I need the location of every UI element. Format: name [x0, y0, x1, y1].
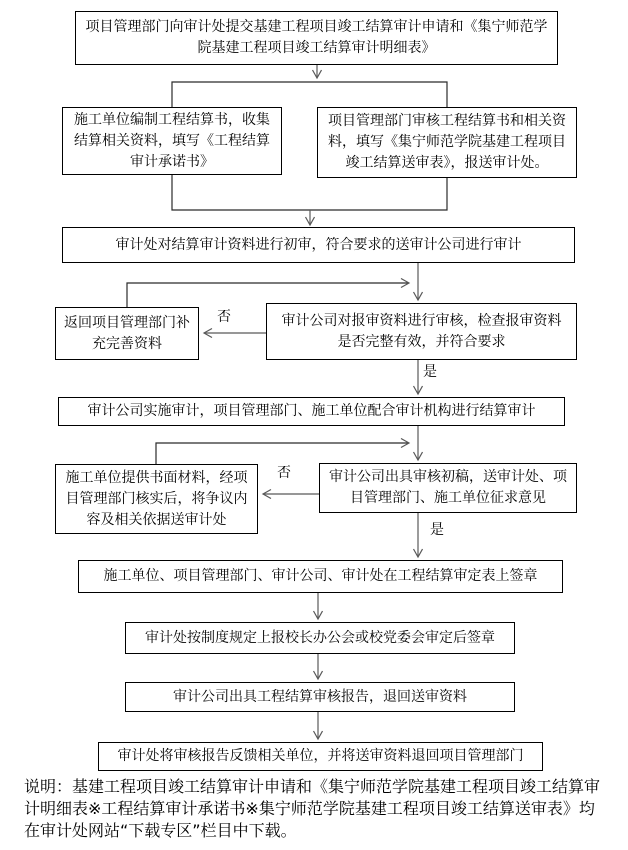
flow-step-firm-implement: 审计公司实施审计，项目管理部门、施工单位配合审计机构进行结算审计	[58, 397, 565, 426]
decision-label-yes-2: 是	[430, 522, 444, 538]
flow-step-firm-final-report: 审计公司出具工程结算审核报告，退回送审资料	[125, 682, 515, 712]
feedback-loop-2	[156, 443, 409, 464]
decision-label-no-1: 否	[217, 309, 231, 325]
flow-step-audit-office-initial: 审计处对结算审计资料进行初审，符合要求的送审计公司进行审计	[62, 227, 575, 263]
flow-step-feedback-return: 审计处将审核报告反馈相关单位，并将送审资料退回项目管理部门	[98, 742, 543, 771]
flow-step-firm-check-materials: 审计公司对报审资料进行审核，检查报审资料是否完整有效，并符合要求	[266, 303, 577, 360]
split-bar-top	[172, 82, 447, 107]
flow-step-contractor-dispute: 施工单位提供书面材料，经项目管理部门核实后，将争议内容及相关依据送审计处	[55, 464, 258, 534]
flow-step-president-approval: 审计处按制度规定上报校长办公会或校党委会审定后签章	[125, 622, 515, 654]
decision-label-yes-1: 是	[423, 364, 437, 380]
flow-step-submit-application: 项目管理部门向审计处提交基建工程项目竣工结算审计申请和《集宁师范学院基建工程项目竣工结算审计明细表》	[75, 11, 558, 65]
merge-bar	[172, 175, 447, 210]
flow-step-firm-draft: 审计公司出具审核初稿，送审计处、项目管理部门、施工单位征求意见	[319, 463, 577, 513]
flow-step-pm-review: 项目管理部门审核工程结算书和相关资料，填写《集宁师范学院基建工程项目竣工结算送审表》，报送审计处。	[317, 107, 577, 178]
flow-step-return-supplement: 返回项目管理部门补充完善资料	[55, 307, 199, 360]
flow-step-contractor-prepare: 施工单位编制工程结算书，收集结算相关资料，填写《工程结算审计承诺书》	[62, 107, 282, 175]
decision-label-no-2: 否	[277, 465, 291, 481]
footnote-text: 说明：基建工程项目竣工结算审计申请和《集宁师范学院基建工程项目竣工结算审计明细表※工程结算审计承诺书※集宁师范学院基建工程项目竣工结算送审表》均在审计处网站“下载专区”栏目中下载。	[24, 777, 601, 840]
flow-step-sign-approval-form: 施工单位、项目管理部门、审计公司、审计处在工程结算审定表上签章	[78, 560, 563, 593]
